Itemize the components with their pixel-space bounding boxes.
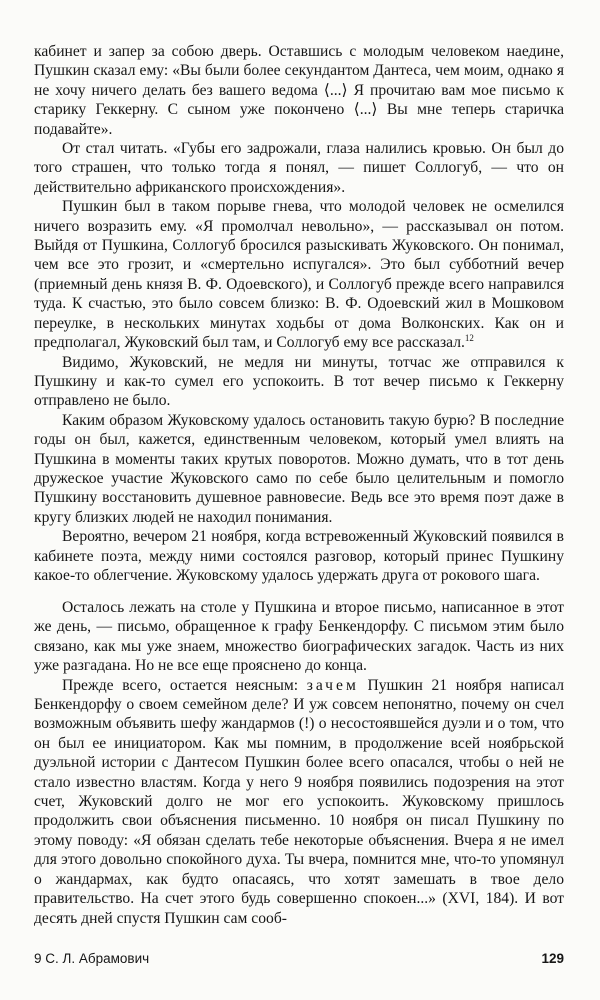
text-section-lower [34,598,564,928]
paragraph [34,676,564,928]
paragraph: Видимо, Жуковский, не медля ни минуты, тотчас же отправился к Пушкину и как-то сумел его успокоить. В тот вечер письмо к Геккерну отправлено не было. [34,353,564,410]
paragraph: Осталось лежать на столе у Пушкина и второе письмо, написанное в этот же день, — письмо, обращенное к графу Бенкендорфу. С письмом этим было связано, как мы уже знаем, множество биографических загадок. Часть из них уже разгадана. Но не все еще прояснено до конца. [34,599,564,675]
paragraph: кабинет и запер за собою дверь. Оставшись с молодым человеком наедине, Пушкин сказал ему: «Вы были более секундантом Дантеса, чем моим, однако я не хочу ничего делать без вашего ведома ⟨...⟩ Я прочитаю вам мое письмо к старику Геккерну. С сыном уже покончено ⟨...⟩ Вы мне теперь старичка подавайте». [34,43,564,138]
paragraph [34,197,564,352]
paragraph-text: Пушкин был в таком порыве гнева, что молодой человек не осмелился ничего возразить ему. «Я промолчал невольно», — рассказывал он потом. Выйдя от Пушкина, Соллогуб бросился разыскивать Жуковского. Он понимал, чем все это грозит, и «смертельно испугался». Это был субботний вечер (приемный день князя В. Ф. Одоевского), и Соллогуб прежде всего направился туда. К счастью, это было совсем близко: В. Ф. Одоевский жил в Мошковом переулке, в нескольких минутах ходьбы от дома Волконских. Как он и предполагал, Жуковский был там, и Соллогуб ему все рассказал. [34,198,564,352]
text-section-upper [34,42,564,585]
paragraph-text: Пушкин 21 ноября написал Бенкендорфу о своем семейном деле? И уж совсем непонятно, почему он счел возможным объявить шефу жандармов (!) о несостоявшейся дуэли и о том, что он был ее инициатором. Как мы помним, в продолжение всей ноябрьской дуэльной истории с Дантесом Пушкин более всего опасался, чтобы о ней не стало известно властям. Когда у него 9 ноября появились подозрения на этот счет, Жуковский долго не мог его успокоить. Жуковскому пришлось продолжить свои объяснения письменно. 10 ноября он писал Пушкину по этому поводу: «Я обязан сделать тебе некоторые объяснения. Вчера я не имел для этого довольно спокойного духа. Ты вчера, помнится мне, что-то упомянул о жандармах, как будто опасаясь, что хотят замешать в твое дело правительство. На счет этого будь совершенно спокоен...» (XVI, 184). И вот десять дней спустя Пушкин сам сооб- [34,676,565,927]
paragraph: От стал читать. «Губы его задрожали, глаза налились кровью. Он был до того страшен, что только тогда я понял, — пишет Соллогуб, — что он действительно африканского происхождения». [34,140,564,196]
page-number: 129 [541,951,564,966]
paragraph-text: Прежде всего, остается неясным: [62,676,299,694]
emphasized-word: зачем [306,676,359,694]
paragraph: Вероятно, вечером 21 ноября, когда встревоженный Жуковский появился в кабинете поэта, между ними состоялся разговор, который принес Пушкину какое-то облегчение. Жуковскому удалось удержать друга от рокового шага. [34,528,564,584]
paragraph: Каким образом Жуковскому удалось остановить такую бурю? В последние годы он был, кажется, единственным человеком, который умел влиять на Пушкина в моменты таких крутых поворотов. Можно думать, что в тот день дружеское участие Жуковского само по себе было целительным и помогло Пушкину восстановить душевное равновесие. Ведь все это время поэт даже в кругу близких людей не находил понимания. [34,411,564,526]
page-footer [34,951,564,966]
footnote-reference: 12 [464,332,474,343]
signature-mark: 9 С. Л. Абрамович [34,951,150,966]
